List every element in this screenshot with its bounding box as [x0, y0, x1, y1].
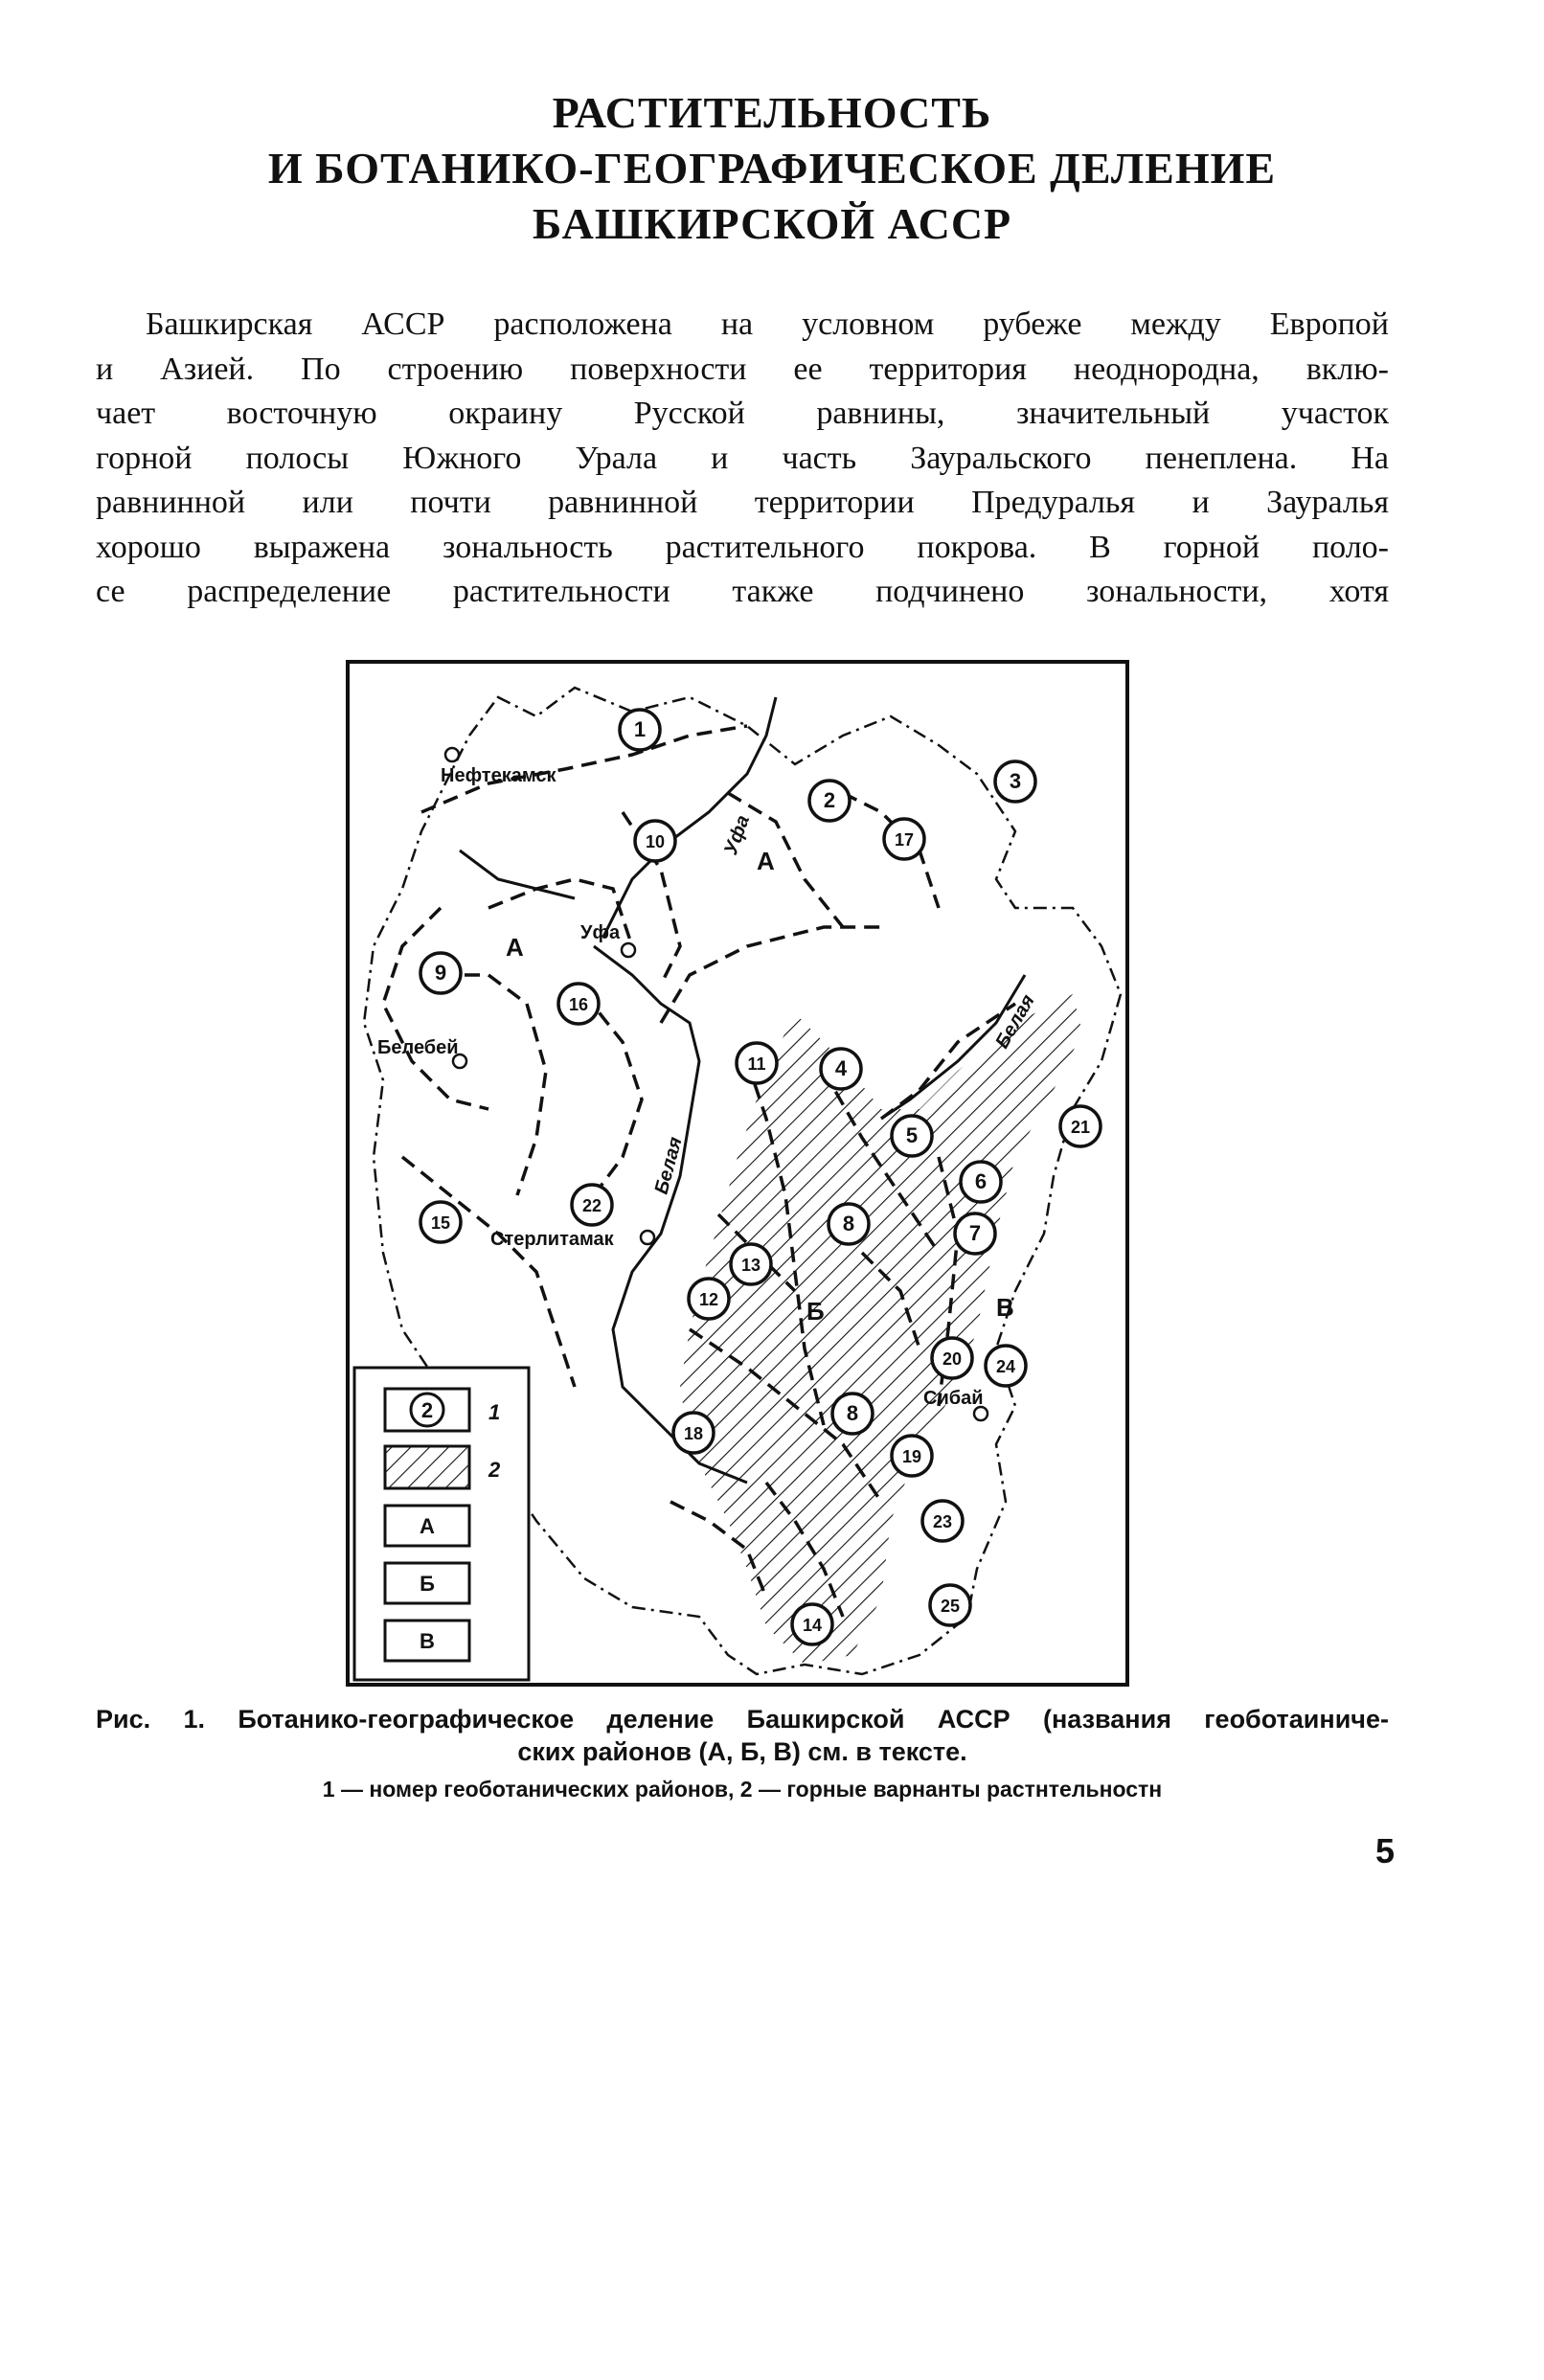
district-number: 14	[802, 1616, 823, 1635]
district-marker-24	[986, 1346, 1026, 1386]
city-label: Стерлитамак	[490, 1229, 614, 1250]
paragraph-line: чает восточную окраину Русской равнины, значительный участок	[96, 396, 1389, 431]
district-number: 24	[995, 1357, 1016, 1376]
district-marker-20	[932, 1338, 972, 1378]
district-letter-v: В	[996, 1293, 1014, 1322]
district-number: 1	[633, 717, 647, 741]
district-marker-16	[558, 984, 599, 1024]
legend-item-a	[385, 1506, 469, 1546]
paragraph-line: и Азией. По строению поверхности ее территория неоднородна, вклю-	[96, 351, 1389, 387]
district-number: 12	[698, 1290, 719, 1309]
city-label: Сибай	[923, 1388, 984, 1409]
district-marker-21	[1060, 1106, 1101, 1146]
page-number: 5	[1375, 1831, 1396, 1870]
district-number: 13	[740, 1256, 761, 1275]
caption-line-2: ских районов (А, Б, В) см. в тексте.	[517, 1737, 967, 1766]
district-number: 23	[932, 1512, 953, 1531]
legend-label: В	[420, 1629, 435, 1653]
river-label-belaya-1: Белая	[650, 1134, 687, 1197]
paragraph-line: горной полосы Южного Урала и часть Зауральского пенеплена. На	[96, 440, 1389, 476]
paragraph-line: равнинной или почти равнинной территории Предуралья и Зауралья	[96, 485, 1389, 520]
district-number: 22	[581, 1196, 602, 1215]
city-label: Уфа	[580, 922, 621, 943]
district-number: 20	[942, 1349, 963, 1369]
district-marker-23	[922, 1501, 963, 1541]
district-marker-15	[420, 1202, 461, 1242]
city-belebey	[377, 1037, 466, 1068]
city-sterlitamak	[490, 1229, 654, 1250]
district-marker-3	[995, 761, 1035, 802]
district-marker-10	[635, 821, 675, 861]
city-label: Нефтекамск	[441, 765, 556, 786]
map-legend	[354, 1368, 529, 1680]
district-marker-5	[892, 1116, 932, 1156]
district-number: 16	[568, 995, 589, 1014]
district-marker-1	[620, 710, 660, 750]
body-paragraph	[96, 303, 1389, 615]
caption-line-1: Рис. 1. Ботанико-географическое деление Башкирской АССР (названия геоботаиниче-	[96, 1705, 1389, 1734]
district-marker-7	[955, 1213, 995, 1254]
district-letter-b: Б	[806, 1297, 825, 1326]
river-label-ufa: Уфа	[720, 812, 755, 858]
district-number: 2	[823, 788, 836, 812]
district-marker-14	[792, 1604, 832, 1644]
district-marker-8	[829, 1204, 869, 1244]
legend-label: Б	[420, 1572, 435, 1596]
legend-label: 1	[488, 1400, 501, 1424]
district-marker-2	[809, 781, 850, 821]
district-marker-25	[930, 1585, 970, 1625]
district-marker-9	[420, 953, 461, 993]
mountain-zone-hatch	[680, 994, 1082, 1665]
district-marker-13	[731, 1244, 771, 1284]
paragraph-line: хорошо выражена зональность растительного покрова. В горной поло-	[96, 529, 1389, 565]
district-letter-a-west: А	[506, 933, 524, 962]
legend-item-v	[385, 1621, 469, 1661]
district-letter-a-north: А	[757, 847, 775, 875]
district-number: 4	[834, 1056, 848, 1080]
title-line-3: БАШКИРСКОЙ АССР	[532, 199, 1012, 248]
district-number: 21	[1070, 1118, 1091, 1137]
legend-item-b	[385, 1563, 469, 1603]
district-number: 6	[974, 1169, 988, 1193]
botanical-map	[345, 659, 1130, 1688]
district-number: 17	[894, 830, 915, 850]
district-number: 11	[747, 1054, 766, 1074]
district-number: 5	[905, 1123, 919, 1147]
paragraph-line: се распределение растительности также подчинено зональности, хотя	[96, 574, 1389, 609]
district-marker-22	[572, 1185, 612, 1225]
district-marker-18	[673, 1413, 714, 1453]
legend-label: 2	[488, 1458, 501, 1482]
district-number: 15	[430, 1213, 451, 1233]
title-line-2: И БОТАНИКО-ГЕОГРАФИЧЕСКОЕ ДЕЛЕНИЕ	[267, 144, 1277, 193]
district-number: 18	[683, 1424, 704, 1443]
city-label: Белебей	[377, 1037, 459, 1058]
district-marker-11	[737, 1043, 777, 1083]
city-neftekamsk	[441, 748, 557, 786]
caption-legend-note: 1 — номер геоботанических районов, 2 — горные варнанты растнтельностн	[322, 1777, 1163, 1802]
river-label-belaya-2: Белая	[991, 990, 1039, 1053]
district-marker-17	[884, 819, 924, 859]
district-marker-19	[892, 1436, 932, 1476]
district-marker-8	[832, 1394, 873, 1434]
legend-symbol: 2	[420, 1398, 434, 1422]
district-number: 19	[901, 1447, 922, 1466]
district-number: 3	[1009, 769, 1022, 793]
district-number: 8	[846, 1401, 859, 1425]
district-marker-12	[689, 1279, 729, 1319]
district-number: 10	[645, 832, 666, 851]
district-number: 7	[968, 1221, 982, 1245]
legend-label: А	[420, 1514, 435, 1538]
district-marker-6	[961, 1162, 1001, 1202]
district-number: 25	[940, 1597, 961, 1616]
district-number: 8	[842, 1212, 855, 1235]
district-marker-4	[821, 1049, 861, 1089]
figure-caption	[96, 1703, 1389, 1768]
district-number: 9	[434, 961, 447, 985]
paragraph-line: Башкирская АССР расположена на условном рубеже между Европой	[146, 306, 1389, 342]
title-line-1: РАСТИТЕЛЬНОСТЬ	[552, 88, 992, 137]
